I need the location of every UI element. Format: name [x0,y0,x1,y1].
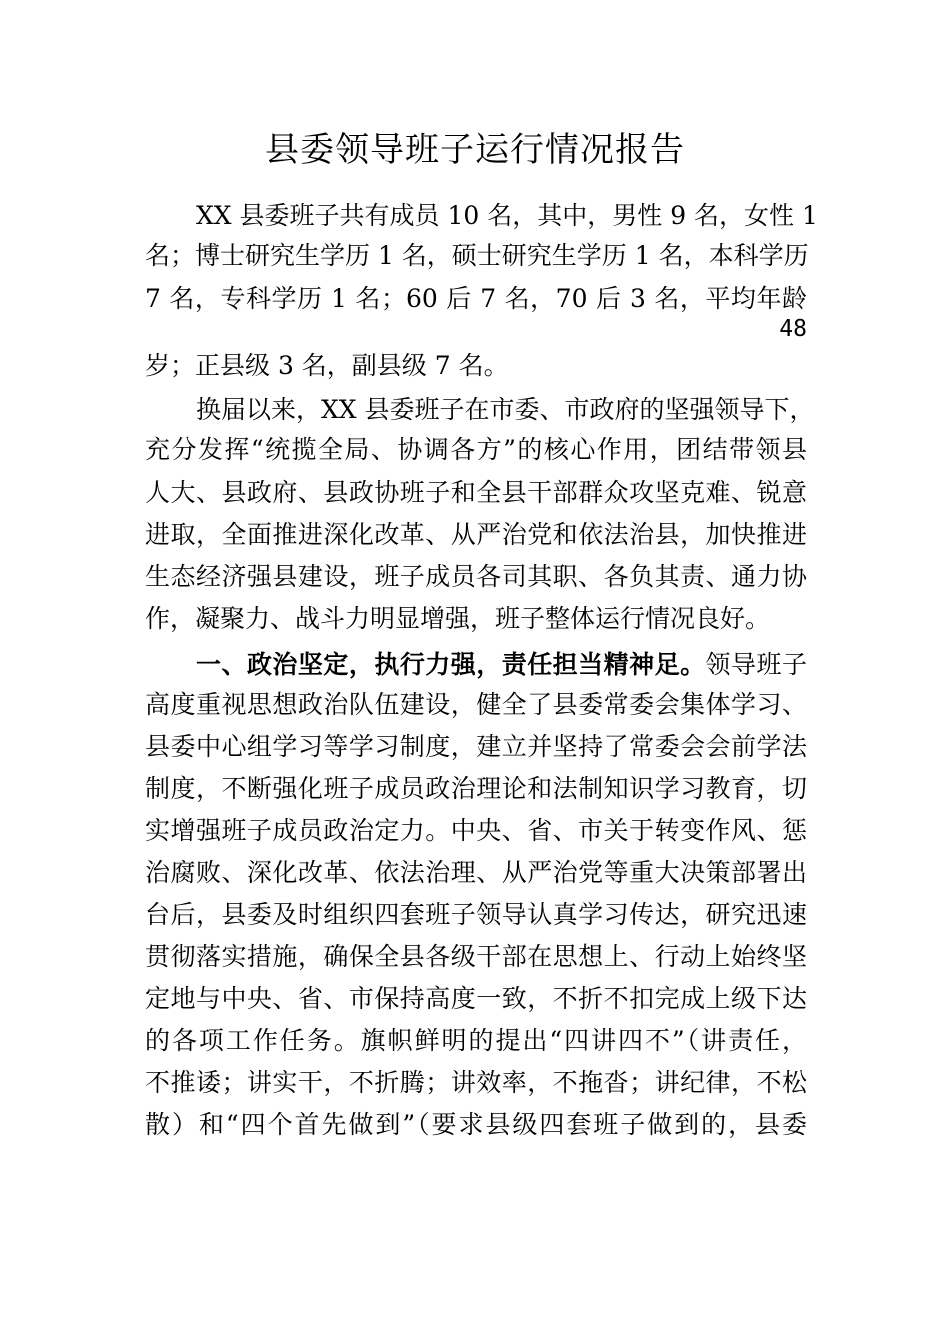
section-1-line: 治腐败、深化改革、依法治理、从严治党等重大决策部署出 [145,858,807,887]
section-1-line: 制度，不断强化班子成员政治理论和法制知识学习教育，切 [145,774,807,803]
paragraph-1-line: 48 [779,316,807,342]
section-1-heading: 一、政治坚定，执行力强，责任担当精神足。 [196,650,706,679]
section-1-line: 台后，县委及时组织四套班子领导认真学习传达，研究迅速 [145,900,807,929]
section-1-heading-tail: 领导班子 [705,650,807,679]
paragraph-1-line: 7 名，专科学历 1 名；60 后 7 名，70 后 3 名，平均年龄 [145,284,807,313]
paragraph-1-line: 名；博士研究生学历 1 名，硕士研究生学历 1 名，本科学历 [145,241,809,270]
section-1-line: 的各项工作任务。旗帜鲜明的提出“四讲四不”（讲责任， [145,1026,807,1055]
paragraph-2-line: 充分发挥“统揽全局、协调各方”的核心作用，团结带领县 [145,435,807,464]
paragraph-2-line: 进取，全面推进深化改革、从严治党和依法治县，加快推进 [145,520,807,549]
section-1-line: 不推诿；讲实干，不折腾；讲效率，不拖沓；讲纪律，不松 [145,1068,807,1097]
paragraph-2-line: 换届以来，XX 县委班子在市委、市政府的坚强领导下， [196,395,815,424]
section-1-line: 定地与中央、省、市保持高度一致，不折不扣完成上级下达 [145,984,807,1013]
section-1-line: 实增强班子成员政治定力。中央、省、市关于转变作风、惩 [145,816,807,845]
section-1-line: 贯彻落实措施，确保全县各级干部在思想上、行动上始终坚 [145,942,807,971]
paragraph-1-line: XX 县委班子共有成员 10 名，其中，男性 9 名，女性 1 [196,201,818,230]
section-1-first-line [196,645,807,685]
paragraph-2-line: 生态经济强县建设，班子成员各司其职、各负其责、通力协 [145,562,807,591]
paragraph-1-line: 岁；正县级 3 名，副县级 7 名。 [145,351,509,380]
paragraph-2-line: 作，凝聚力、战斗力明显增强，班子整体运行情况良好。 [145,604,771,633]
paragraph-2-line: 人大、县政府、县政协班子和全县干部群众攻坚克难、锐意 [145,478,807,507]
section-1-line: 散）和“四个首先做到”（要求县级四套班子做到的，县委 [145,1110,807,1139]
section-1-line: 高度重视思想政治队伍建设，健全了县委常委会集体学习、 [145,690,807,719]
section-1-line: 县委中心组学习等学习制度，建立并坚持了常委会会前学法 [145,732,807,761]
document-title: 县委领导班子运行情况报告 [265,130,685,170]
